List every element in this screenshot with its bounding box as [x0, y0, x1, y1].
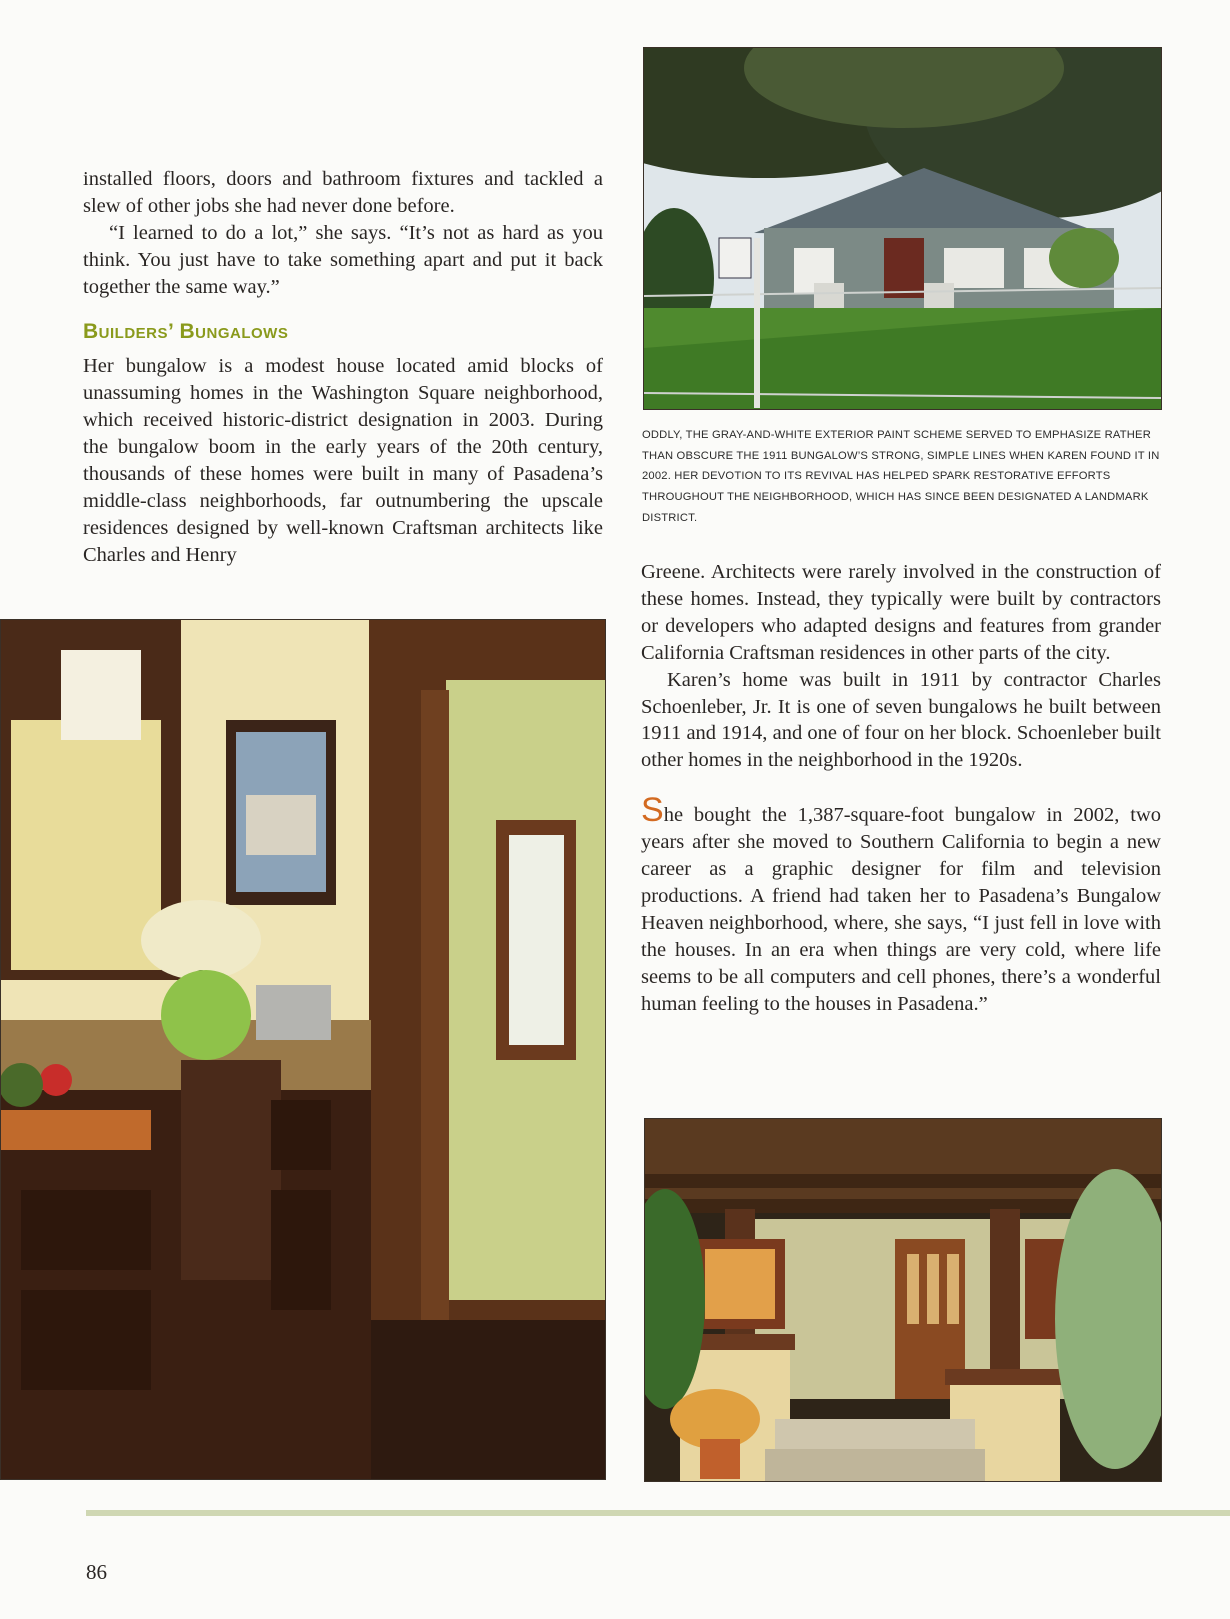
- paragraph: Greene. Architects were rarely involved in the construction of these homes. Instead, they typically were built by contractors or developers who adapted designs and features from grander California Craftsman residences in other parts of the city.: [641, 561, 1161, 664]
- paragraph: [641, 791, 1161, 1017]
- left-text-column: [83, 166, 603, 569]
- kitchen-photo: [0, 619, 606, 1480]
- photo-caption: ODDLY, THE GRAY-AND-WHITE EXTERIOR PAINT SCHEME SERVED TO EMPHASIZE RATHER THAN OBSCURE THE 1911 BUNGALOW’S STRONG, SIMPLE LINES WHEN KAREN FOUND IT IN 2002. HER DEVOTION TO ITS REVIVAL HAS HELPED SPARK RESTORATIVE EFFORTS THROUGHOUT THE NEIGHBORHOOD, WHICH HAS SINCE BEEN DESIGNATED A LANDMARK DISTRICT.: [642, 429, 1160, 524]
- paragraph: Karen’s home was built in 1911 by contractor Charles Schoenleber, Jr. It is one of seven bungalows he built between 1911 and 1914, and one of four on her block. Schoenleber built other homes in the neighborhood in the 1920s.: [641, 668, 1161, 772]
- section-subhead: Builders’ Bungalows: [83, 319, 289, 343]
- right-text-column: [641, 559, 1161, 1018]
- paragraph: installed floors, doors and bathroom fixtures and tackled a slew of other jobs she had never done before.: [83, 168, 603, 217]
- porch-photo: [644, 1118, 1162, 1482]
- footer-rule: [86, 1510, 1230, 1516]
- bungalow-exterior-photo: [643, 47, 1162, 410]
- paragraph: Her bungalow is a modest house located amid blocks of unassuming homes in the Washington Square neighborhood, which received historic-district designation in 2003. During the bungalow boom in the early years of the 20th century, thousands of these homes were built in many of Pasadena’s middle-class neighborhoods, far outnumbering the upscale residences designed by well-known Craftsman architects like Charles and Henry: [83, 355, 603, 566]
- drop-cap: S: [641, 791, 664, 830]
- paragraph: “I learned to do a lot,” she says. “It’s not as hard as you think. You just have to take something apart and put it back together the same way.”: [83, 221, 603, 298]
- paragraph-text: he bought the 1,387-square-foot bungalow in 2002, two years after she moved to Southern California to begin a new career as a graphic designer for film and television productions. A friend had taken her to Pasadena’s Bungalow Heaven neighborhood, where, she says, “I just fell in love with the houses. In an era when things are very cold, where life seems to be all computers and cell phones, there’s a wonderful human feeling to the houses in Pasadena.”: [641, 804, 1161, 1015]
- page-number: 86: [86, 1560, 107, 1584]
